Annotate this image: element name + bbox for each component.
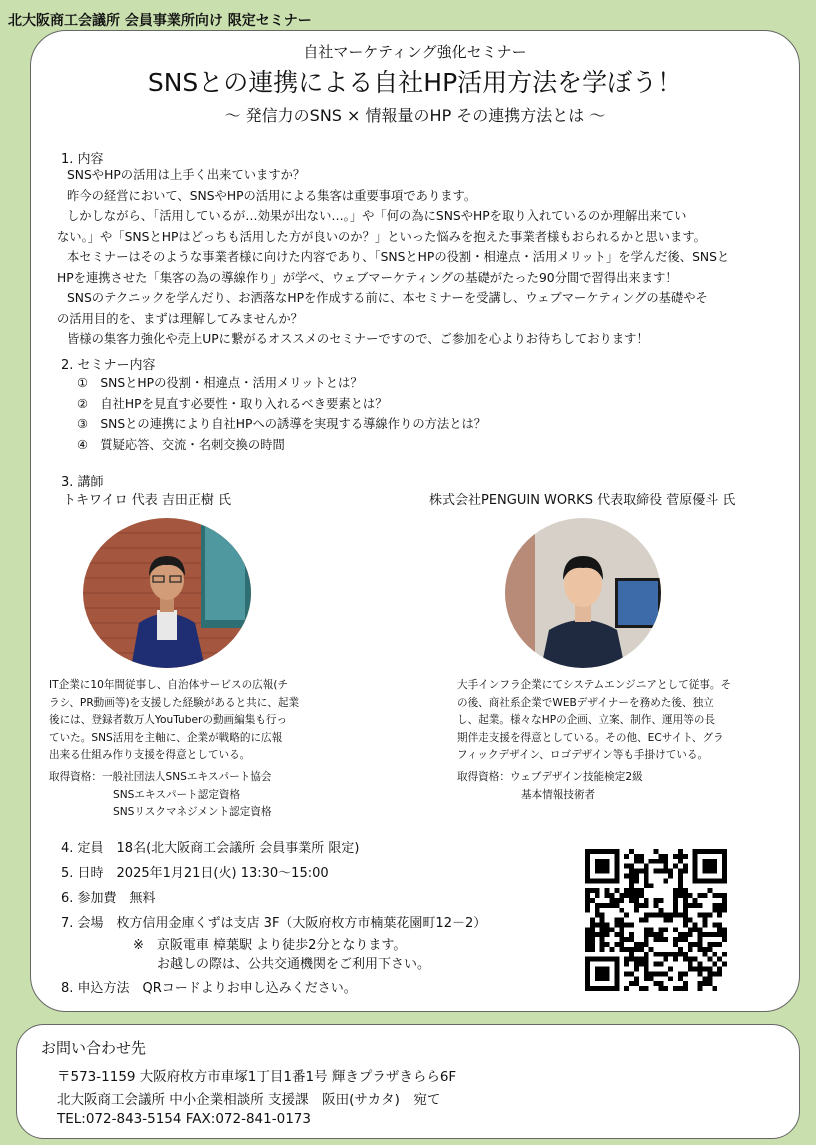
qualification-line: 取得資格：一般社団法人SNSエキスパート協会: [49, 771, 272, 783]
bio-line: 大手インフラ企業にてシステムエンジニアとして従事。そ: [457, 679, 732, 691]
section1-line: 皆様の集客力強化や売上UPに繋がるオススメのセミナーですので、ご参加を心よりお待ちしております！: [67, 332, 649, 346]
bio-line: フィックデザイン、ロゴデザイン等も手掛けている。: [457, 749, 709, 761]
contact-address: 〒573-1159 大阪府枚方市車塚1丁目1番1号 輝きプラザきらら6F: [57, 1069, 457, 1085]
speaker2-photo: [505, 518, 661, 668]
speaker2-bio: [457, 677, 731, 765]
bio-line: 後には、登録者数万人YouTuberの動画編集も行っ: [49, 714, 288, 726]
qualification-line: SNSリスクマネジメント認定資格: [113, 806, 272, 818]
speaker1-bio: [49, 677, 299, 765]
venue-row: 7. 会場 枚方信用金庫くずは支店 3F（大阪府枚方市楠葉花園町12－2）: [61, 916, 487, 931]
contact-panel: [16, 1024, 800, 1139]
speaker1-name: トキワイロ 代表 吉田正樹 氏: [63, 493, 232, 508]
bio-line: ラシ、PR動画等)を支援した経験があると共に、起業: [49, 696, 300, 709]
main-panel: [30, 30, 800, 1012]
section1-line: SNSのテクニックを学んだり、お洒落なHPを作成する前に、本セミナーを受講し、ウェブマーケティングの基礎やそ: [67, 291, 708, 305]
seminar-kicker: 自社マーケティング強化セミナー: [303, 43, 527, 61]
contact-org: 北大阪商工会議所 中小企業相談所 支援課 阪田(サカタ) 宛て: [57, 1092, 441, 1108]
section1-line: 昨今の経営において、SNSやHPの活用による集客は重要事項であります。: [67, 188, 477, 203]
qualification-line: SNSエキスパート認定資格: [113, 788, 241, 801]
speaker2-name: 株式会社PENGUIN WORKS 代表取締役 菅原優斗 氏: [429, 493, 736, 508]
capacity-row: 4. 定員 18名(北大阪商工会議所 会員事業所 限定): [61, 841, 360, 856]
section1-body: [57, 165, 729, 350]
bio-line: の後、商社系企業でWEBデザイナーを務めた後、独立: [457, 696, 714, 709]
section1-line: 本セミナーはそのような事業者様に向けた内容であり、「SNSとHPの役割・相違点・活用メリット」を学んだ後、SNSと: [67, 250, 730, 264]
speaker1-photo: [83, 518, 251, 668]
bio-line: 期伴走支援を得意としている。その他、ECサイト、グラ: [457, 731, 724, 744]
list-item: ② 自社HPを見直す必要性・取り入れるべき要素とは？: [77, 396, 388, 411]
top-label: 北大阪商工会議所 会員事業所向け 限定セミナー: [8, 13, 312, 29]
list-item: ③ SNSとの連携により自社HPへの誘導を実現する導線作りの方法とは？: [77, 417, 487, 431]
section1-line: の活用目的を、まずは理解してみませんか？: [57, 311, 303, 326]
apply-row: 8. 申込方法 QRコードよりお申し込みください。: [61, 981, 357, 996]
speaker2-qualifications: [457, 769, 643, 804]
section1-line: SNSやHPの活用は上手く出来ていますか？: [67, 168, 306, 182]
section1-heading: 1. 内容: [61, 152, 104, 167]
qualification-line: 基本情報技術者: [521, 788, 596, 801]
section2-list: [77, 373, 486, 455]
section1-line: しかしながら、「活用しているが…効果が出ない…。」や「何の為にSNSやHPを取り入れているのか理解出来てい: [67, 209, 687, 223]
section3-heading: 3. 講師: [61, 475, 104, 490]
datetime-row: 5. 日時 2025年1月21日(火) 13:30～15:00: [61, 866, 329, 881]
bio-line: し、起業。様々なHPの企画、立案、制作、運用等の長: [457, 714, 716, 726]
seminar-title: SNSとの連携による自社HP活用方法を学ぼう！: [147, 68, 683, 97]
qualification-line: 取得資格：ウェブデザイン技能検定2級: [457, 771, 643, 783]
section1-line: HPを連携させた「集客の為の導線作り」が学べ、ウェブマーケティングの基礎がたった90分間で習得出来ます！: [57, 270, 678, 285]
access-note: ※ 京阪電車 樟葉駅 より徒歩2分となります。: [133, 938, 407, 953]
list-item: ④ 質疑応答、交流・名刺交換の時間: [77, 437, 285, 452]
speaker1-qualifications: [49, 769, 272, 822]
bio-line: IT企業に10年間従事し、自治体サービスの広報(チ: [49, 679, 289, 691]
section2-heading: 2. セミナー内容: [61, 358, 156, 373]
fee-row: 6. 参加費 無料: [61, 891, 156, 906]
qr-code[interactable]: [585, 849, 727, 991]
access-note: お越しの際は、公共交通機関をご利用下さい。: [157, 957, 431, 972]
list-item: ① SNSとHPの役割・相違点・活用メリットとは？: [77, 376, 363, 390]
seminar-subtitle: ～ 発信力のSNS × 情報量のHP その連携方法とは ～: [224, 106, 606, 125]
contact-phone: TEL:072-843-5154 FAX:072-841-0173: [57, 1111, 311, 1127]
section1-line: ない。」や「SNSとHPはどっちも活用した方が良いのか？」といった悩みを抱えた事業者様もおられるかと思います。: [57, 229, 706, 244]
bio-line: 出来る仕組み作り支援を得意としている。: [49, 749, 251, 761]
bio-line: ていた。SNS活用を主軸に、企業が戦略的に広報: [49, 731, 283, 744]
contact-heading: お問い合わせ先: [41, 1039, 147, 1057]
